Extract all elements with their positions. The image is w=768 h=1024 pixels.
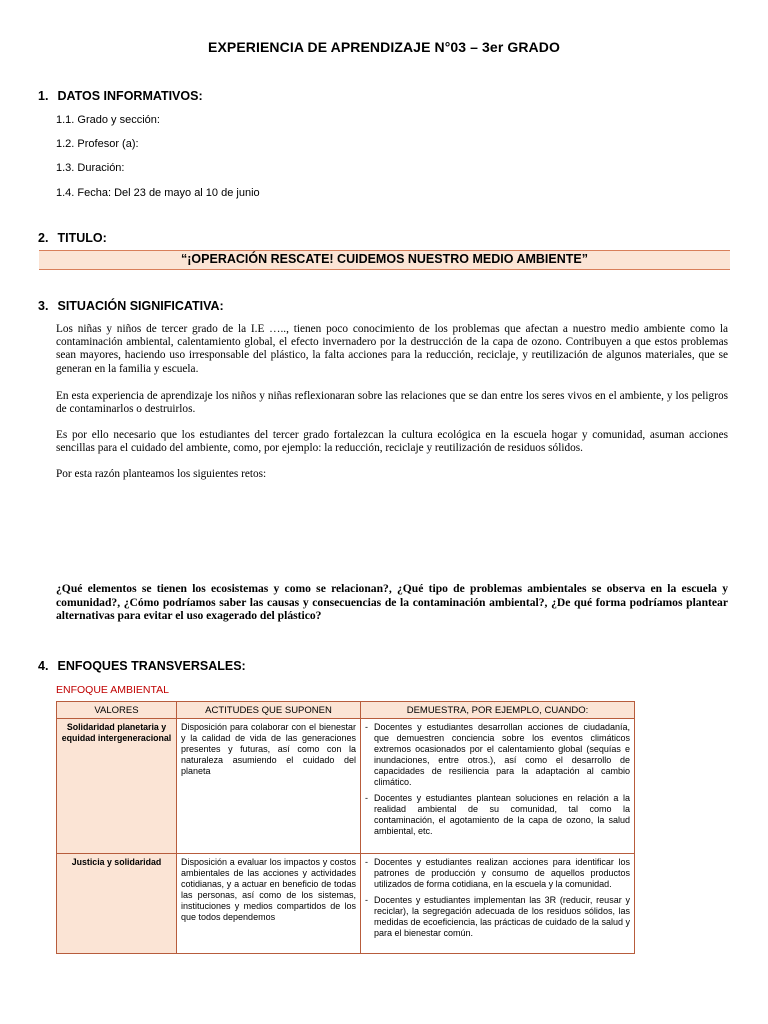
table-row [57, 719, 635, 854]
header-valores: VALORES [57, 702, 177, 719]
header-actitudes: ACTITUDES QUE SUPONEN [177, 702, 361, 719]
table-row [57, 854, 635, 954]
info-grado: 1.1. Grado y sección: [56, 114, 160, 126]
enfoque-ambiental-label: ENFOQUE AMBIENTAL [56, 684, 169, 696]
situacion-paragraph-1: Los niñas y niños de tercer grado de la I.E ….., tienen poco conocimiento de los problemas que afectan a nuestro medio ambiente como la contaminación ambiental, calentamiento global, el efecto invernadero por la destrucción de la capa de ozono. Contribuyen a que estos problemas sean mayores, haciendo uso irresponsable del plástico, la falta acciones para la reducción, reciclaje, y reutilización de algunos materiales, que se generan en la familia y escuela. [56, 323, 728, 375]
section-number: 1. [38, 89, 49, 103]
section-heading-text: TITULO: [57, 231, 107, 245]
demuestra-item: - Docentes y estudiantes plantean soluciones en relación a la realidad ambiental de su comunidad, tal como la contaminación, el agotamiento de la capa de ozono, la salud ambiental, etc. [365, 793, 630, 837]
demuestra-cell [361, 719, 635, 854]
situacion-paragraph-3: Es por ello necesario que los estudiantes del tercer grado fortalezcan la cultura ecológica en la escuela hogar y comunidad, asuman acciones sencillas para el cuidado del ambiente, como, por ejemplo: la reducción, reciclaje y reutilización de residuos sólidos. [56, 429, 728, 455]
section-heading-datos [38, 89, 203, 103]
section-heading-text: SITUACIÓN SIGNIFICATIVA: [57, 299, 224, 313]
section-heading-text: ENFOQUES TRANSVERSALES: [57, 659, 246, 673]
challenge-questions: ¿Qué elementos se tienen los ecosistemas y como se relacionan?, ¿Qué tipo de problemas ambientales se observa en la escuela y comunidad?, ¿Cómo podríamos saber las causas y consecuencias de la contaminación ambiental?, ¿De qué forma podríamos plantear alternativas para evitar el uso exagerado del plástico? [56, 582, 728, 622]
section-heading-text: DATOS INFORMATIVOS: [57, 89, 203, 103]
section-heading-situacion [38, 299, 224, 313]
header-demuestra: DEMUESTRA, POR EJEMPLO, CUANDO: [361, 702, 635, 719]
demuestra-item: - Docentes y estudiantes implementan las 3R (reducir, reusar y reciclar), la segregación adecuada de los residuos sólidos, las medidas de ecoeficiencia, las prácticas de cuidado de la salud y para el bienestar común. [365, 895, 630, 939]
demuestra-item: - Docentes y estudiantes desarrollan acciones de ciudadanía, que demuestren conciencia sobre los eventos climáticos extremos ocasionados por el calentamiento global (sequías e inundaciones, entre otros.), así como el desarrollo de capacidades de resiliencia para la adaptación al cambio climático. [365, 722, 630, 788]
section-number: 2. [38, 231, 49, 245]
info-fecha: 1.4. Fecha: Del 23 de mayo al 10 de junio [56, 187, 260, 199]
situacion-paragraph-2: En esta experiencia de aprendizaje los niños y niñas reflexionaran sobre las relaciones que se dan entre los seres vivos en el ambiente, y los peligros de contaminarlos o destruirlos. [56, 390, 728, 416]
section-number: 4. [38, 659, 49, 673]
section-heading-enfoques [38, 659, 246, 673]
table-header-row [57, 702, 635, 719]
actitud-cell: Disposición a evaluar los impactos y costos ambientales de las acciones y actividades cotidianas, y a actuar en beneficio de todas las personas, así como de los sistemas, instituciones y medios compartidos de los que todos dependemos [177, 854, 361, 954]
situacion-paragraph-4: Por esta razón planteamos los siguientes retos: [56, 468, 267, 480]
demuestra-item: - Docentes y estudiantes realizan acciones para identificar los patrones de producción y consumo de aquellos productos utilizados de forma cotidiana, en la escuela y la comunidad. [365, 857, 630, 890]
document-title: EXPERIENCIA DE APRENDIZAJE N°03 – 3er GRADO [208, 39, 560, 55]
experience-title-band: “¡OPERACIÓN RESCATE! CUIDEMOS NUESTRO MEDIO AMBIENTE” [39, 250, 730, 270]
actitud-cell: Disposición para colaborar con el bienestar y la calidad de vida de las generaciones presentes y futuras, así como con la naturaleza asumiendo el cuidado del planeta [177, 719, 361, 854]
valor-cell: Justicia y solidaridad [57, 854, 177, 954]
valor-cell: Solidaridad planetaria y equidad intergeneracional [57, 719, 177, 854]
info-profesor: 1.2. Profesor (a): [56, 138, 139, 150]
values-table [56, 701, 635, 954]
demuestra-cell [361, 854, 635, 954]
section-number: 3. [38, 299, 49, 313]
section-heading-titulo [38, 231, 107, 245]
info-duracion: 1.3. Duración: [56, 162, 125, 174]
